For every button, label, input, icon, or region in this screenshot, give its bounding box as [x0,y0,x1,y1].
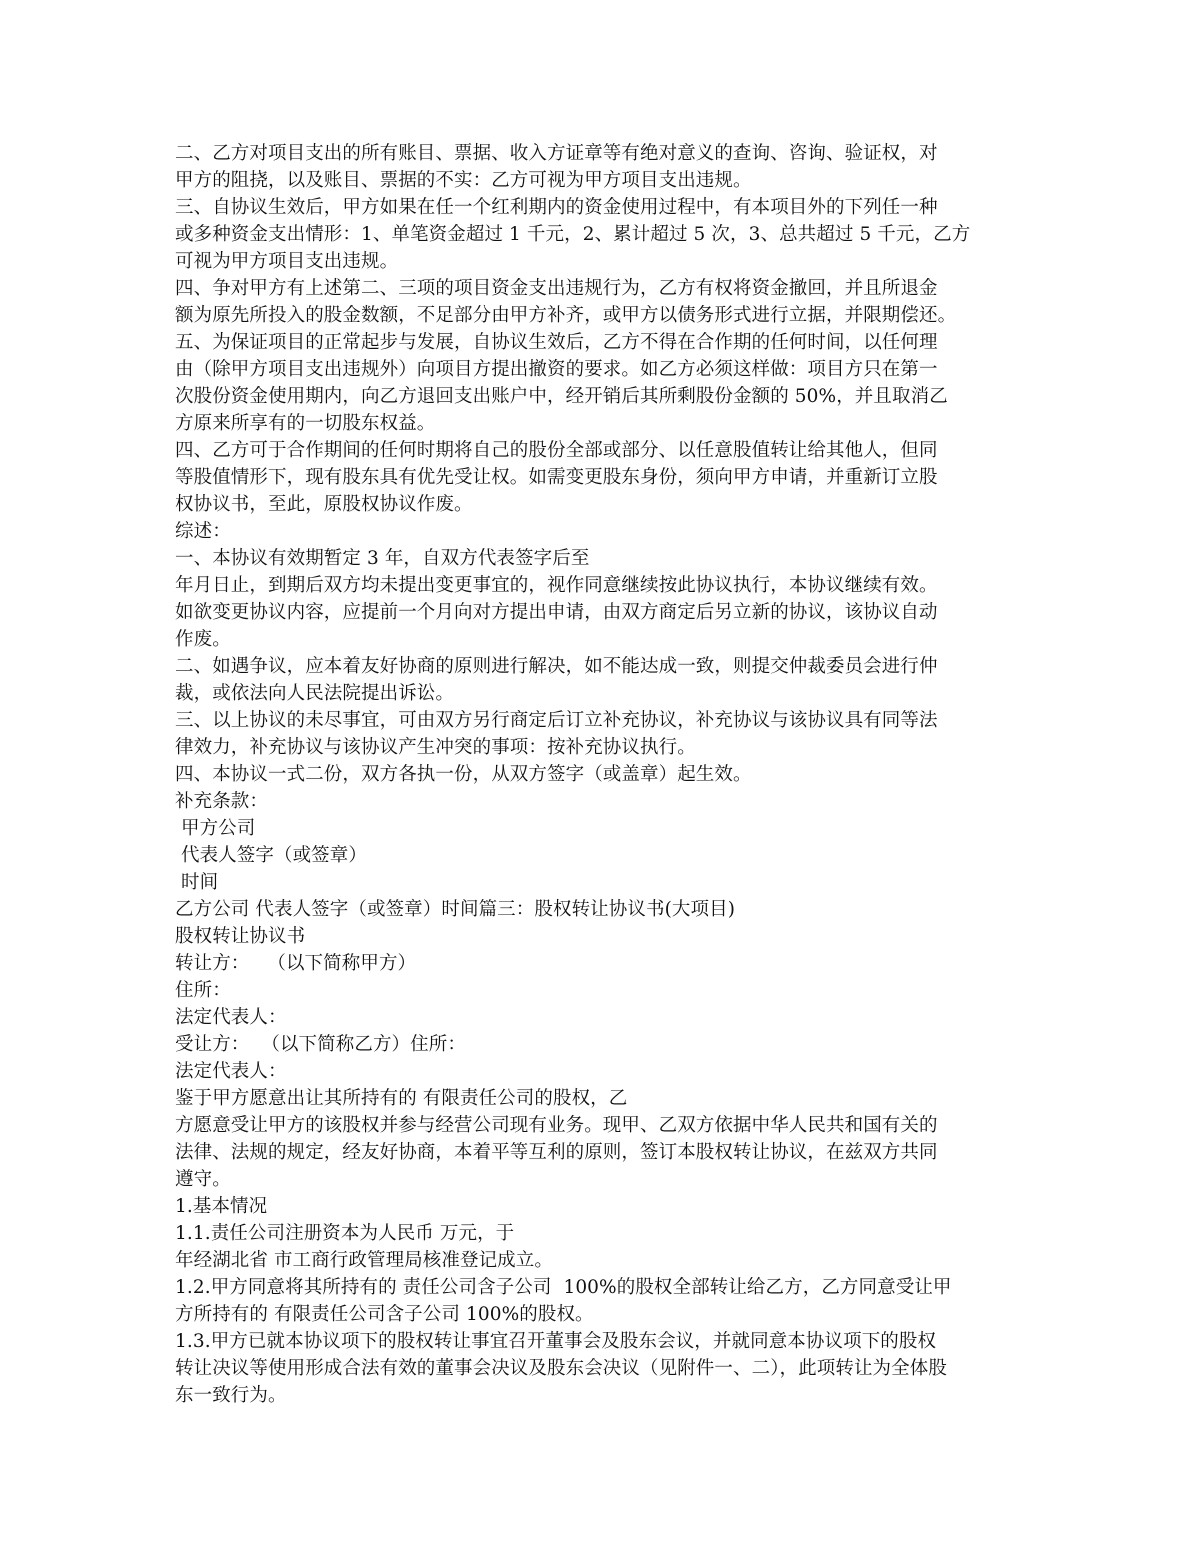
document-line: 法定代表人： [175,1061,287,1082]
document-line: 四、争对甲方有上述第二、三项的项目资金支出违规行为，乙方有权将资金撤回，并且所退金 [175,278,938,299]
document-line: 权协议书，至此，原股权协议作废。 [175,494,473,515]
document-line: 裁，或依法向人民法院提出诉讼。 [175,683,455,704]
document-line: 东一致行为。 [175,1385,287,1406]
document-line: 作废。 [175,629,231,650]
document-line: 转让方： （以下简称甲方） [175,953,417,974]
document-line: 甲方的阻挠，以及账目、票据的不实：乙方可视为甲方项目支出违规。 [175,170,752,191]
document-line: 五、为保证项目的正常起步与发展，自协议生效后，乙方不得在合作期的任何时间，以任何理 [175,332,938,353]
document-line: 乙方公司 代表人签字（或签章）时间篇三：股权转让协议书(大项目) [175,899,736,920]
document-line: 甲方公司 [175,818,256,839]
document-line: 1.基本情况 [175,1196,268,1217]
document-line: 律效力，补充协议与该协议产生冲突的事项：按补充协议执行。 [175,737,696,758]
document-line: 四、乙方可于合作期间的任何时期将自己的股份全部或部分、以任意股值转让给其他人，但同 [175,440,938,461]
document-line: 1.1.责任公司注册资本为人民币 万元，于 [175,1223,515,1244]
document-line: 住所： [175,980,231,1001]
document-line: 三、自协议生效后，甲方如果在任一个红利期内的资金使用过程中，有本项目外的下列任一种 [175,197,938,218]
document-line: 如欲变更协议内容，应提前一个月向对方提出申请，由双方商定后另立新的协议，该协议自动 [175,602,938,623]
document-line: 方原来所享有的一切股东权益。 [175,413,436,434]
document-line: 方所持有的 有限责任公司含子公司 100%的股权。 [175,1304,594,1325]
document-line: 受让方： （以下简称乙方）住所： [175,1034,466,1055]
document-line: 由（除甲方项目支出违规外）向项目方提出撤资的要求。如乙方必须这样做：项目方只在第一 [175,359,938,380]
document-line: 四、本协议一式二份，双方各执一份，从双方签字（或盖章）起生效。 [175,764,752,785]
document-body [175,140,1035,1409]
document-line: 代表人签字（或签章） [175,845,367,866]
document-line: 股权转让协议书 [175,926,306,947]
document-line: 年经湖北省 市工商行政管理局核准登记成立。 [175,1250,553,1271]
document-line: 遵守。 [175,1169,231,1190]
document-line: 综述： [175,521,231,542]
document-line: 年月日止，到期后双方均未提出变更事宜的，视作同意继续按此协议执行，本协议继续有效。 [175,575,938,596]
document-line: 时间 [175,872,219,893]
document-line: 或多种资金支出情形：1、单笔资金超过 1 千元，2、累计超过 5 次，3、总共超过 5 千元，乙方 [175,224,971,245]
document-line: 等股值情形下，现有股东具有优先受让权。如需变更股东身份，须向甲方申请，并重新订立股 [175,467,938,488]
document-line: 法律、法规的规定，经友好协商，本着平等互利的原则，签订本股权转让协议，在兹双方共同 [175,1142,938,1163]
document-line: 额为原先所投入的股金数额，不足部分由甲方补齐，或甲方以债务形式进行立据，并限期偿还。 [175,305,957,326]
document-line: 三、以上协议的未尽事宜，可由双方另行商定后订立补充协议，补充协议与该协议具有同等法 [175,710,938,731]
document-line: 可视为甲方项目支出违规。 [175,251,399,272]
document-line: 二、乙方对项目支出的所有账目、票据、收入方证章等有绝对意义的查询、咨询、验证权，对 [175,143,938,164]
document-line: 方愿意受让甲方的该股权并参与经营公司现有业务。现甲、乙双方依据中华人民共和国有关的 [175,1115,938,1136]
document-line: 补充条款： [175,791,269,812]
document-line: 二、如遇争议，应本着友好协商的原则进行解决，如不能达成一致，则提交仲裁委员会进行仲 [175,656,938,677]
document-line: 法定代表人： [175,1007,287,1028]
document-line: 1.2.甲方同意将其所持有的 责任公司含子公司 100%的股权全部转让给乙方，乙方同意受让甲 [175,1277,952,1298]
document-line: 一、本协议有效期暂定 3 年，自双方代表签字后至 [175,548,590,569]
document-line: 次股份资金使用期内，向乙方退回支出账户中，经开销后其所剩股份金额的 50%，并且取消乙 [175,386,948,407]
document-line: 1.3.甲方已就本协议项下的股权转让事宜召开董事会及股东会议，并就同意本协议项下的股权 [175,1331,937,1352]
document-line: 转让决议等使用形成合法有效的董事会决议及股东会决议（见附件一、二），此项转让为全体股 [175,1358,947,1379]
document-line: 鉴于甲方愿意出让其所持有的 有限责任公司的股权，乙 [175,1088,628,1109]
